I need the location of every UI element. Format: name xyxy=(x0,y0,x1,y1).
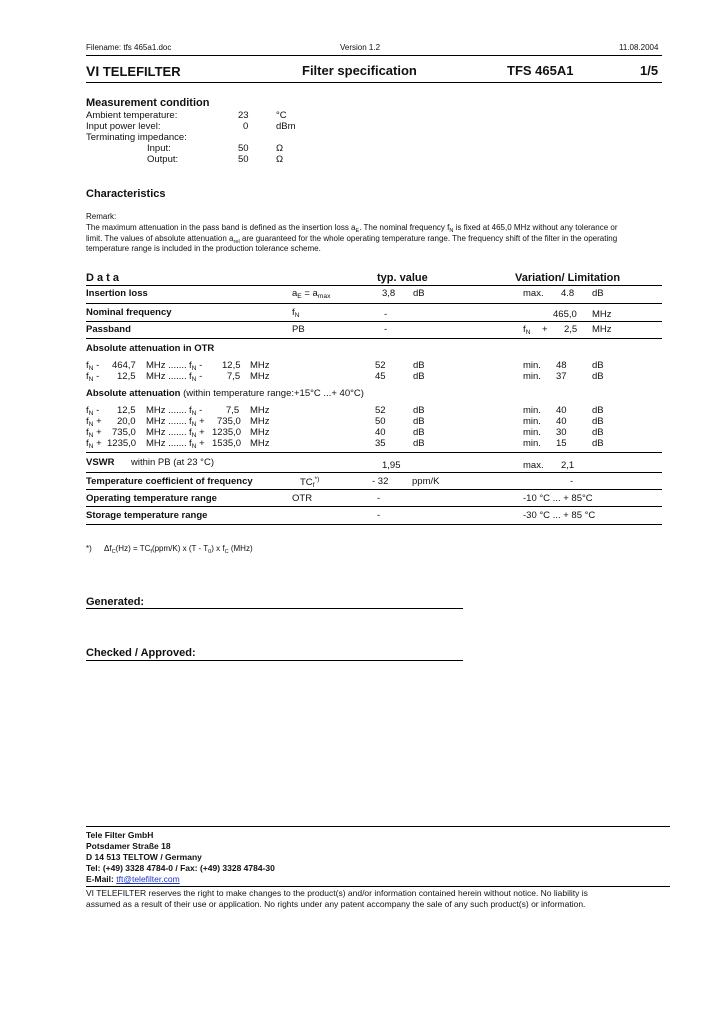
tc-lim: - xyxy=(570,476,574,487)
nominal-frequency-typ: - xyxy=(384,309,388,320)
freq-unit: MHz xyxy=(250,360,270,371)
row-divider xyxy=(86,321,662,322)
lim-unit: dB xyxy=(592,360,604,371)
lim-label: min. xyxy=(523,360,541,371)
company-name: TELEFILTER xyxy=(102,64,181,79)
tc-symbol: $TC_f^{*)}$ xyxy=(300,476,320,490)
row-divider xyxy=(86,303,662,304)
meas-value: 50 xyxy=(238,154,249,165)
footer-company: Tele Filter GmbH xyxy=(86,830,154,840)
lim-label: min. xyxy=(523,416,541,427)
col-header-typ: typ. value xyxy=(377,272,428,284)
nominal-frequency-symbol: $f_N$ xyxy=(292,307,300,319)
storage-temp-label: Storage temperature range xyxy=(86,510,208,521)
checked-approved-label: Checked / Approved: xyxy=(86,647,196,659)
otr-lim: -10 °C ... + 85°C xyxy=(523,493,593,504)
typ-value: 52 xyxy=(375,405,386,416)
meas-label: Input power level: xyxy=(86,121,161,132)
page-number: 1/5 xyxy=(640,63,659,78)
typ-value: 40 xyxy=(375,427,386,438)
row-divider xyxy=(86,472,662,473)
footer-email: E-Mail: tft@telefilter.com xyxy=(86,874,180,884)
footer-top-rule xyxy=(86,826,670,827)
passband-lim-symbol: $f_N$ xyxy=(523,324,531,336)
tc-typ: - 32 xyxy=(372,476,389,487)
freq-start-symbol: $f_N$ - xyxy=(86,371,100,383)
remark-line-1: The maximum attenuation in the pass band is defined as the insertion loss $a_E$. The nominal frequency $f_N$ is fixed at 465,0 MHz without any tolerance or xyxy=(86,223,618,234)
disclaimer-line-1: VI TELEFILTER reserves the right to make changes to the product(s) and/or information contained herein without notice. No liability is xyxy=(86,888,588,898)
freq-unit: MHz xyxy=(250,416,270,427)
freq-unit: MHz xyxy=(250,427,270,438)
passband-lim-unit: MHz xyxy=(592,324,612,335)
insertion-loss-typ-unit: dB xyxy=(413,288,425,299)
storage-temp-typ: - xyxy=(377,510,381,521)
passband-typ: - xyxy=(384,324,388,335)
freq-unit: MHz ....... xyxy=(146,427,187,438)
vswr-lim: max. xyxy=(523,460,544,471)
footer-phone: Tel: (+49) 3328 4784-0 / Fax: (+49) 3328 4784-30 xyxy=(86,863,275,873)
insertion-loss-label: Insertion loss xyxy=(86,288,148,299)
measurement-title: Measurement condition xyxy=(86,97,210,109)
email-link[interactable]: tft@telefilter.com xyxy=(116,874,180,884)
vswr-lim-val: 2,1 xyxy=(561,460,575,471)
lim-value: 40 xyxy=(556,416,567,427)
typ-unit: dB xyxy=(413,371,425,382)
lim-value: 15 xyxy=(556,438,567,449)
freq-end-symbol: $f_N$ - xyxy=(189,360,203,372)
freq-start: 735,0 xyxy=(112,427,136,438)
lim-value: 48 xyxy=(556,360,567,371)
row-divider xyxy=(86,489,662,490)
freq-end: 12,5 xyxy=(222,360,241,371)
lim-label: min. xyxy=(523,371,541,382)
typ-unit: dB xyxy=(413,416,425,427)
freq-end-symbol: $f_N$ + xyxy=(189,438,205,450)
insertion-loss-lim: max. xyxy=(523,288,544,299)
lim-label: min. xyxy=(523,427,541,438)
lim-unit: dB xyxy=(592,416,604,427)
lim-label: min. xyxy=(523,438,541,449)
meas-unit: °C xyxy=(276,110,287,121)
typ-unit: dB xyxy=(413,427,425,438)
freq-unit: MHz xyxy=(250,371,270,382)
remark-line-2: limit. The values of absolute attenuation $a_{rel}$ are guaranteed for the whole operating temperature range. The frequency shift of the filter in the operating xyxy=(86,234,618,245)
row-divider xyxy=(86,338,662,339)
meas-unit: Ω xyxy=(276,143,284,154)
meas-value: 50 xyxy=(238,143,249,154)
freq-start: 20,0 xyxy=(117,416,136,427)
vswr-label: VSWR xyxy=(86,457,115,468)
passband-symbol: PB xyxy=(292,324,305,335)
lim-value: 30 xyxy=(556,427,567,438)
freq-start-symbol: $f_N$ - xyxy=(86,360,100,372)
typ-value: 52 xyxy=(375,360,386,371)
freq-start-symbol: $f_N$ - xyxy=(86,405,100,417)
freq-start: 464,7 xyxy=(112,360,136,371)
typ-value: 45 xyxy=(375,371,386,382)
freq-unit: MHz ....... xyxy=(146,371,187,382)
freq-end-symbol: $f_N$ - xyxy=(189,405,203,417)
freq-end: 1235,0 xyxy=(212,427,242,438)
lim-unit: dB xyxy=(592,438,604,449)
filename: Filename: tfs 465a1.doc xyxy=(86,43,172,52)
doc-type: Filter specification xyxy=(302,63,417,78)
freq-start: 12,5 xyxy=(117,405,136,416)
part-number: TFS 465A1 xyxy=(507,63,574,78)
lim-unit: dB xyxy=(592,371,604,382)
otr-symbol: OTR xyxy=(292,493,313,504)
row-divider xyxy=(86,524,662,525)
typ-unit: dB xyxy=(413,405,425,416)
freq-start-symbol: $f_N$ + xyxy=(86,427,102,439)
typ-value: 50 xyxy=(375,416,386,427)
header-top-rule xyxy=(86,55,662,56)
row-divider xyxy=(86,506,662,507)
remark-line-3: temperature range is included in the production tolerance scheme. xyxy=(86,244,321,253)
header-bottom-rule xyxy=(86,82,662,83)
passband-label: Passband xyxy=(86,324,131,335)
row-divider xyxy=(86,452,662,453)
freq-start-symbol: $f_N$ + xyxy=(86,416,102,428)
doc-date: 11.08.2004 xyxy=(619,43,659,52)
freq-end-symbol: $f_N$ - xyxy=(189,371,203,383)
freq-unit: MHz ....... xyxy=(146,438,187,449)
company-logo: VI xyxy=(86,63,100,79)
insertion-loss-symbol: $a_E = a_{max}$ xyxy=(292,288,331,300)
otr-label: Operating temperature range xyxy=(86,493,217,504)
abs-attenuation-otr-title: Absolute attenuation in OTR xyxy=(86,343,215,354)
characteristics-title: Characteristics xyxy=(86,188,166,200)
freq-end: 1535,0 xyxy=(212,438,242,449)
meas-label: Output: xyxy=(147,154,179,165)
lim-unit: dB xyxy=(592,405,604,416)
freq-unit: MHz ....... xyxy=(146,405,187,416)
freq-start-symbol: $f_N$ + xyxy=(86,438,102,450)
nominal-frequency-label: Nominal frequency xyxy=(86,307,172,318)
freq-end: 7,5 xyxy=(226,405,240,416)
col-header-variation: Variation/ Limitation xyxy=(515,272,621,284)
footer-mid-rule xyxy=(86,886,670,887)
storage-temp-lim: -30 °C ... + 85 °C xyxy=(523,510,596,521)
footnote-mark: *) xyxy=(86,544,92,553)
freq-end: 735,0 xyxy=(217,416,241,427)
table-rule xyxy=(86,285,662,286)
freq-end-symbol: $f_N$ + xyxy=(189,416,205,428)
freq-unit: MHz ....... xyxy=(146,416,187,427)
vswr-desc: within PB (at 23 °C) xyxy=(131,457,214,468)
lim-value: 40 xyxy=(556,405,567,416)
freq-start: 1235,0 xyxy=(107,438,137,449)
checked-signature-line xyxy=(86,660,463,661)
insertion-loss-typ: 3,8 xyxy=(382,288,396,299)
lim-label: min. xyxy=(523,405,541,416)
footer-city: D 14 513 TELTOW / Germany xyxy=(86,852,202,862)
meas-label: Input: xyxy=(147,143,171,154)
freq-unit: MHz xyxy=(250,438,270,449)
meas-unit: Ω xyxy=(276,154,284,165)
footnote-formula: $\Delta f_C(Hz) = TC_f(ppm/K)$ x $(T - T_0)$ x $f_C$ (MHz) xyxy=(104,544,253,555)
meas-unit: dBm xyxy=(276,121,296,132)
typ-unit: dB xyxy=(413,360,425,371)
freq-start: 12,5 xyxy=(117,371,136,382)
vswr-typ: 1,95 xyxy=(382,460,401,471)
freq-unit: MHz xyxy=(250,405,270,416)
nominal-frequency-unit: MHz xyxy=(592,309,612,320)
passband-lim-op: + xyxy=(542,324,548,335)
company-brand xyxy=(86,63,181,79)
version: Version 1.2 xyxy=(340,43,381,52)
nominal-frequency-value: 465,0 xyxy=(553,309,577,320)
col-header-data: D a t a xyxy=(86,272,120,284)
meas-value: 0 xyxy=(243,121,249,132)
insertion-loss-lim-unit: dB xyxy=(592,288,604,299)
meas-label: Terminating impedance: xyxy=(86,132,187,143)
footer-street: Potsdamer Straße 18 xyxy=(86,841,171,851)
typ-unit: dB xyxy=(413,438,425,449)
freq-end-symbol: $f_N$ + xyxy=(189,427,205,439)
typ-value: 35 xyxy=(375,438,386,449)
tc-unit: ppm/K xyxy=(412,476,440,487)
freq-unit: MHz ....... xyxy=(146,360,187,371)
tc-label: Temperature coefficient of frequency xyxy=(86,476,253,487)
freq-end: 7,5 xyxy=(227,371,241,382)
lim-unit: dB xyxy=(592,427,604,438)
insertion-loss-lim-val: 4.8 xyxy=(561,288,575,299)
passband-lim-val: 2,5 xyxy=(564,324,578,335)
lim-value: 37 xyxy=(556,371,567,382)
otr-typ: - xyxy=(377,493,381,504)
meas-value: 23 xyxy=(238,110,249,121)
meas-label: Ambient temperature: xyxy=(86,110,178,121)
abs-attenuation-temp-title: Absolute attenuation (within temperature range:+15°C ...+ 40°C) xyxy=(86,388,364,399)
remark-label: Remark: xyxy=(86,212,117,221)
disclaimer-line-2: assumed as a result of their use or application. No rights under any patent accompany the sale of any such product(s) or information. xyxy=(86,899,586,909)
generated-signature-line xyxy=(86,608,463,609)
generated-label: Generated: xyxy=(86,596,145,608)
